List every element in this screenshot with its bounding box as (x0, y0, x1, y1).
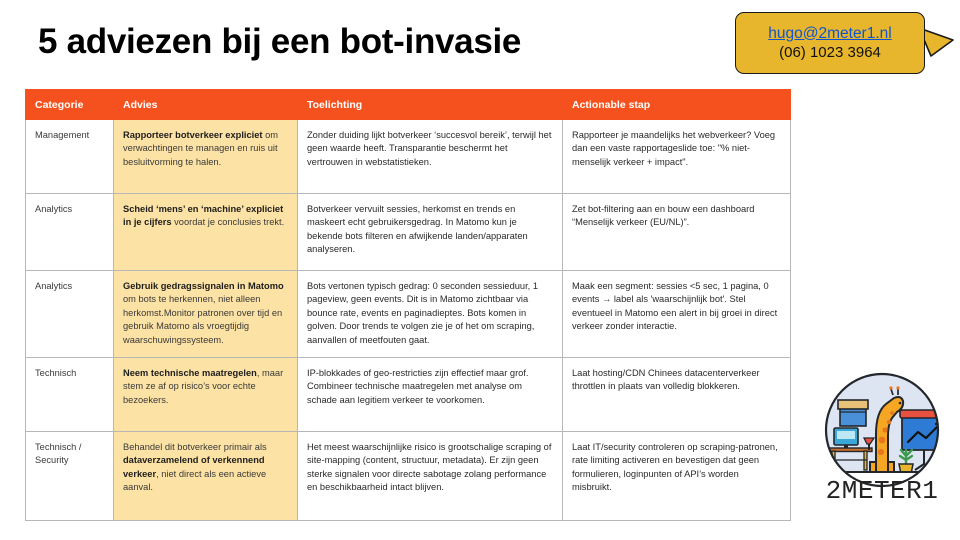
cell-actionable: Zet bot-filtering aan en bouw een dashboard “Menselijk verkeer (EU/NL)”. (563, 194, 791, 271)
cell-actionable: Maak een segment: sessies <5 sec, 1 pagina, 0 events → label als 'waarschijnlijk bot'. Stel eventueel in Matomo een alert in bij groei in direct verkeer zonder interactie. (563, 271, 791, 358)
advies-rest-text: , niet direct als een actieve aanval. (123, 468, 267, 493)
column-header-actionable-stap: Actionable stap (563, 90, 791, 120)
cell-toelichting: IP-blokkades of geo-restricties zijn effectief maar grof. Combineer technische maatregelen met analyse om schade aan legitiem verkeer te voorkomen. (298, 358, 563, 432)
cell-categorie: Analytics (26, 271, 114, 358)
table-row (26, 120, 791, 194)
contact-email-link[interactable]: hugo@2meter1.nl (768, 24, 892, 42)
cell-categorie: Technisch (26, 358, 114, 432)
contact-callout (735, 12, 925, 74)
advies-bold-text: Scheid ‘mens’ en ‘machine’ expliciet in je cijfers (123, 204, 284, 228)
advies-bold-text: Rapporteer botverkeer expliciet (123, 130, 263, 140)
callout-body (735, 12, 925, 74)
cell-categorie: Analytics (26, 194, 114, 271)
advies-bold-text: Gebruik gedragssignalen in Matomo (123, 281, 284, 291)
cell-toelichting: Bots vertonen typisch gedrag: 0 seconden sessieduur, 1 pageview, geen events. Dit is in Matomo zichtbaar via bounce rate, events en paginadieptes. Bots komen in golven. Door trends te volgen zie je of het om scraping, aanvallen of meetfouten gaat. (298, 271, 563, 358)
cell-advies (114, 271, 298, 358)
advies-bold-text: dataverzamelend of verkennend verkeer (123, 455, 265, 479)
cell-advies (114, 358, 298, 432)
column-header-advies: Advies (114, 90, 298, 120)
cell-advies (114, 120, 298, 194)
table-header-row (26, 90, 791, 120)
cell-actionable: Laat hosting/CDN Chinees datacenterverkeer throttlen in plaats van volledig blokkeren. (563, 358, 791, 432)
cell-actionable: Rapporteer je maandelijks het webverkeer? Voeg dan een vaste rapportageslide toe: "% niet-menselijk verkeer + impact". (563, 120, 791, 194)
advies-rest-text: om bots te herkennen, niet alleen herkomst.Monitor patronen over tijd en gebruik Matomo als vroegtijdig waarschuwingssysteem. (123, 294, 283, 345)
cell-categorie: Management (26, 120, 114, 194)
column-header-toelichting: Toelichting (298, 90, 563, 120)
table-row (26, 432, 791, 521)
cell-actionable: Laat IT/security controleren op scraping-patronen, rate limiting activeren en bevestigen dat geen formulieren, loginpunten of API’s worden misbruikt. (563, 432, 791, 521)
cell-advies (114, 194, 298, 271)
logo-wordmark: 2METER1 (825, 476, 939, 506)
advies-rest-text: voordat je conclusies trekt. (171, 217, 285, 228)
advice-table (25, 89, 791, 521)
cell-toelichting: Zonder duiding lijkt botverkeer ‘succesvol bereik’, terwijl het geen waarde heeft. Transparantie beschermt het vertrouwen in webstatistieken. (298, 120, 563, 194)
cell-toelichting: Het meest waarschijnlijke risico is grootschalige scraping of site-mapping (content, structuur, metadata). Er zijn geen sterke signalen voor directe sabotage zolang performance en beschikbaarheid intact blijven. (298, 432, 563, 521)
column-header-categorie: Categorie (26, 90, 114, 120)
table-row (26, 271, 791, 358)
table-row (26, 194, 791, 271)
advies-rest-text: om verwachtingen te managen en ruis uit besluitvorming te halen. (123, 130, 279, 167)
advies-rest-text: , maar stem ze af op risico’s voor echte bezoekers. (123, 368, 284, 405)
advies-lead-text: Behandel dit botverkeer primair als (123, 442, 267, 452)
cell-toelichting: Botverkeer vervuilt sessies, herkomst en trends en maskeert echt gebruikersgedrag. In Matomo kun je bekende bots filteren en afwijkende landen/apparaten analyseren. (298, 194, 563, 271)
table-row (26, 358, 791, 432)
cell-advies (114, 432, 298, 521)
company-logo (814, 368, 960, 534)
advies-bold-text: Neem technische maatregelen (123, 368, 257, 378)
contact-phone: (06) 1023 3964 (779, 43, 881, 61)
cell-categorie: Technisch / Security (26, 432, 114, 521)
page-title: 5 adviezen bij een bot-invasie (38, 22, 522, 61)
